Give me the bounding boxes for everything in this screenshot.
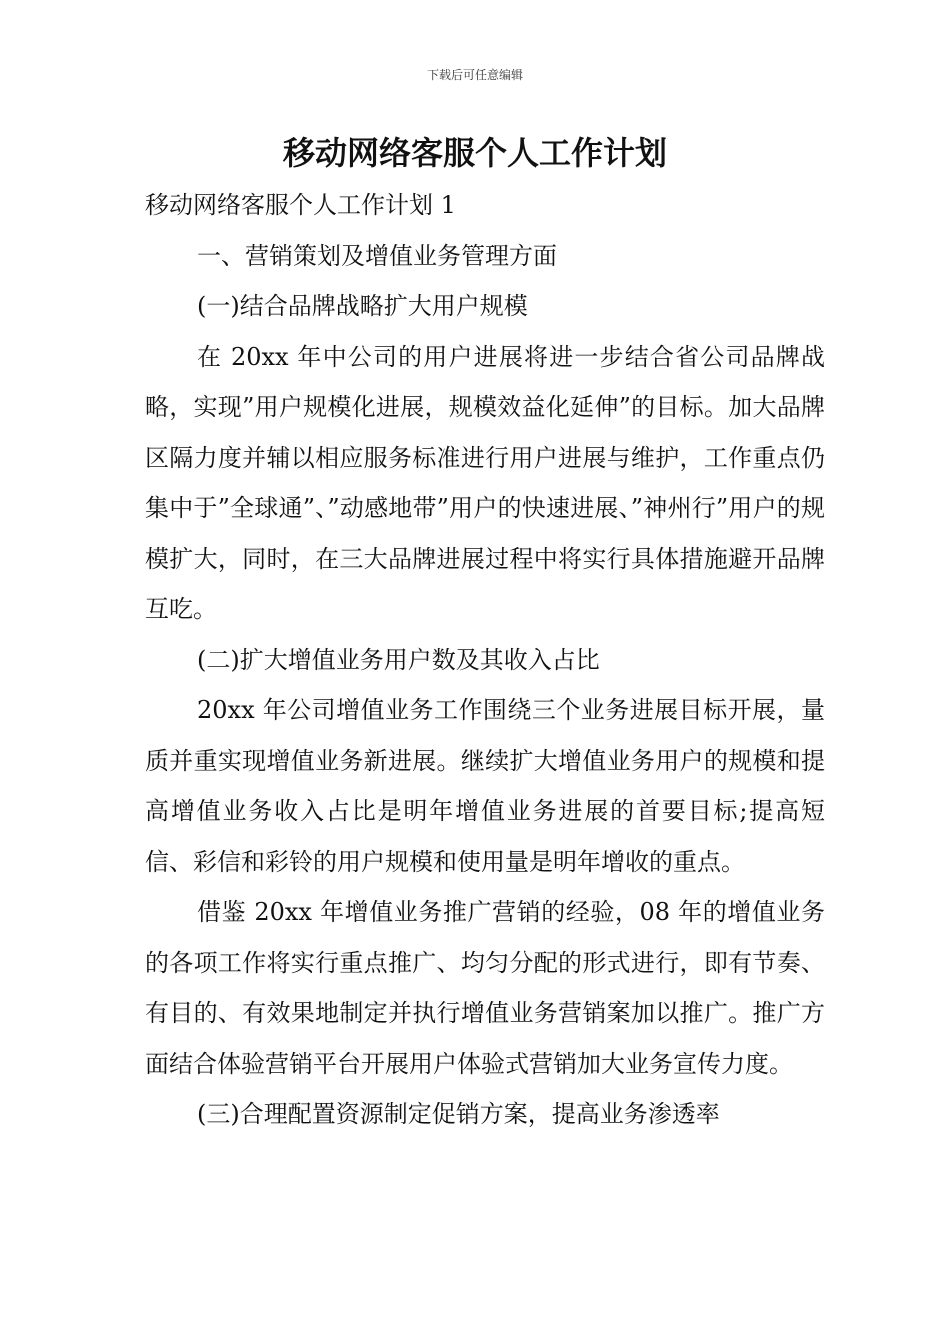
paragraph-heading-1: (一)结合品牌战略扩大用户规模 [197, 292, 528, 320]
paragraph-section-1: 一、营销策划及增值业务管理方面 [197, 241, 557, 270]
paragraph-body-3: 借鉴 20xx 年增值业务推广营销的经验，08 年的增值业务的各项工作将实行重点推广、均匀分配的形式进行，即有节奏、有目的、有效果地制定并执行增值业务营销案加以推广。推广方面结合体验营销平台开展用户体验式营销加大业务宣传力度。 [145, 898, 825, 1078]
paragraph-body-2: 20xx 年公司增值业务工作围绕三个业务进展目标开展，量质并重实现增值业务新进展。继续扩大增值业务用户的规模和提高增值业务收入占比是明年增值业务进展的首要目标;提高短信、彩信和彩铃的用户规模和使用量是明年增收的重点。 [145, 696, 825, 876]
header-note: 下载后可任意编辑 [426, 68, 523, 82]
paragraph-body-1: 在 20xx 年中公司的用户进展将进一步结合省公司品牌战略，实现”用户规模化进展，规模效益化延伸”的目标。加大品牌区隔力度并辅以相应服务标准进行用户进展与维护，工作重点仍集中于”全球通”、”动感地带”用户的快速进展、”神州行”用户的规模扩大，同时，在三大品牌进展过程中将实行具体措施避开品牌互吃。 [145, 342, 825, 623]
document-body [145, 180, 825, 1140]
document-title: 移动网络客服个人工作计划 [282, 134, 667, 172]
paragraph-subtitle: 移动网络客服个人工作计划 1 [145, 191, 456, 219]
paragraph-heading-3: (三)合理配置资源制定促销方案，提高业务渗透率 [197, 1100, 720, 1128]
paragraph-heading-2: (二)扩大增值业务用户数及其收入占比 [197, 645, 600, 674]
